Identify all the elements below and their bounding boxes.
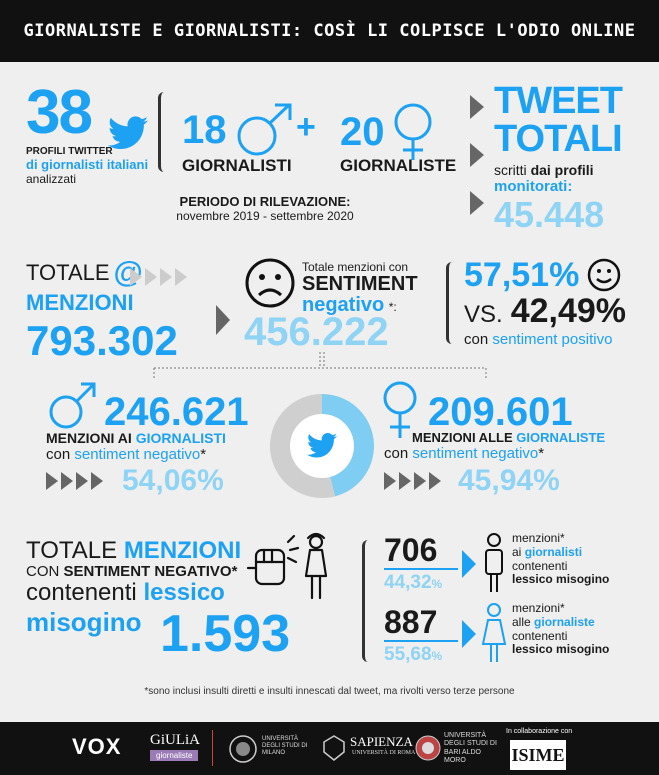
tweets-title-2: TOTALI [494, 118, 622, 160]
period-block [160, 194, 370, 223]
misogyny-female-l2a: alle [512, 614, 531, 629]
tweets-sub-1b: dai profili [530, 162, 594, 178]
male-mentions-sub-b: sentiment negativo [74, 446, 201, 463]
male-mentions-label-a: MENZIONI AI [46, 430, 132, 446]
female-mentions-percent: 45,94% [458, 464, 560, 497]
male-mentions-sub-mark: * [200, 446, 207, 463]
vs-label: VS. [464, 301, 503, 328]
negative-label-1: Totale menzioni con [302, 260, 409, 274]
male-pct-arrows [46, 472, 106, 490]
misogyny-female-block [384, 606, 458, 666]
sad-face-icon [244, 257, 296, 309]
arrow-right-icon [216, 305, 232, 335]
tweets-block [494, 82, 654, 233]
tweets-value: 45.448 [494, 194, 605, 235]
giulia-logo: GiULiA [150, 732, 200, 748]
tweets-title-1: TWEET [494, 80, 622, 122]
collab-label: In collaborazione con [506, 728, 573, 735]
smiley-icon [587, 258, 621, 292]
male-count: 18 [182, 108, 227, 152]
footer-bar [0, 722, 659, 775]
misogyny-female-count: 887 [384, 604, 438, 640]
positive-label-a: con [464, 331, 489, 348]
mentions-arrows [130, 268, 190, 286]
tweets-sub-2: monitorati: [494, 178, 573, 195]
misogyny-female-labels [512, 602, 609, 657]
donut-chart [262, 386, 382, 506]
misogyny-line4: misogino [26, 606, 142, 637]
female-count: 20 [340, 110, 385, 154]
male-symbol-icon [46, 380, 98, 432]
uniba-seal-icon [414, 734, 442, 762]
misogyny-male-l2b: giornalisti [524, 544, 583, 559]
female-label: GIORNALISTE [340, 156, 457, 175]
misogyny-female-pct: 55,68 [384, 644, 432, 665]
period-value: novembre 2019 - settembre 2020 [176, 209, 354, 223]
misogyny-male-pct-unit: % [431, 577, 443, 591]
female-mentions-sub-b: sentiment negativo [412, 445, 539, 462]
female-mentions-value: 209.601 [428, 390, 573, 434]
misogyny-line3a: contenenti [26, 579, 137, 607]
misogyny-female-l4: lessico misogino [512, 642, 610, 657]
misogyny-male-block [384, 534, 458, 594]
male-symbol-icon [233, 102, 295, 158]
mentions-label-1: TOTALE [26, 260, 110, 285]
divider-bracket [158, 92, 168, 172]
male-mentions-percent: 54,06% [122, 464, 224, 497]
mentions-label-2: MENZIONI [26, 290, 134, 315]
misogyny-male-pct: 44,32 [384, 572, 432, 593]
misogyny-line2b: SENTIMENT NEGATIVO [63, 563, 232, 581]
female-mentions-sub-mark: * [538, 445, 545, 462]
misogyny-line1b: MENZIONI [123, 537, 242, 564]
unimi-logo: UNIVERSITÀ DEGLI STUDI DI MILANO [262, 736, 308, 757]
sapienza-seal-icon [322, 734, 346, 762]
misogyny-female-l1: menzioni* [512, 601, 565, 615]
misogyny-female-l3: contenenti [512, 628, 568, 643]
negative-percent: 57,51% [464, 256, 580, 294]
female-mentions-label-b: GIORNALISTE [516, 430, 606, 445]
female-mentions-labels [384, 430, 644, 462]
arrow-chevrons-icon [470, 95, 486, 215]
misogyny-line3b: lessico [143, 579, 225, 607]
male-mentions-label-b: GIORNALISTI [135, 430, 226, 446]
misogyny-male-l3: contenenti [512, 558, 568, 573]
tweets-sub-1: scritti [494, 162, 527, 178]
divider-bracket [362, 540, 372, 662]
positive-label-b: sentiment positivo [492, 331, 613, 348]
negative-label-3: negativo [302, 294, 385, 316]
misogyny-male-l1: menzioni* [512, 531, 565, 545]
profiles-label-1: PROFILI TWITTER [26, 146, 113, 157]
negative-value: 456.222 [244, 310, 389, 354]
misogyny-value: 1.593 [160, 605, 291, 663]
arrow-right-icon [462, 620, 476, 648]
arrow-right-icon [462, 550, 476, 578]
sentiment-block [464, 258, 654, 348]
male-label: GIORNALISTI [182, 156, 292, 175]
page-title: GIORNALISTE E GIORNALISTI: COSÌ LI COLPISCE L'ODIO ONLINE [23, 21, 636, 41]
profiles-label-3: analizzati [26, 172, 77, 186]
unimi-seal-icon [228, 734, 258, 764]
mentions-value: 793.302 [26, 317, 178, 364]
misogyny-male-labels [512, 532, 609, 587]
misogyny-line2c: * [231, 563, 238, 581]
male-mentions-value: 246.621 [104, 390, 249, 434]
at-sign-icon: @ [113, 256, 143, 289]
twitter-bird-icon [108, 116, 148, 150]
period-label: PERIODO DI RILEVAZIONE: [179, 194, 351, 209]
female-pct-arrows [384, 472, 444, 490]
female-mentions-sub-a: con [384, 445, 409, 462]
sapienza-logo-sub: UNIVERSITÀ DI ROMA [352, 750, 416, 756]
misogyny-male-l4: lessico misogino [512, 572, 610, 587]
male-mentions-sub-a: con [46, 446, 71, 463]
female-mentions-label-a: MENZIONI ALLE [412, 430, 513, 445]
uniba-logo: UNIVERSITÀ DEGLI STUDI DI BARI ALDO MORO [444, 732, 497, 765]
profiles-count: 38 [26, 78, 91, 147]
vox-logo: VOX [72, 734, 122, 759]
positive-percent: 42,49% [510, 292, 627, 330]
isime-logo: ISIME [510, 740, 566, 770]
man-figure-icon [480, 532, 508, 594]
connector-lines [150, 350, 490, 380]
misogyny-line1a: TOTALE [26, 537, 118, 564]
misogyny-male-l2a: ai [512, 544, 522, 559]
negative-mark: *: [388, 300, 397, 314]
negative-block [302, 260, 418, 317]
fist-woman-icon [244, 528, 336, 602]
sapienza-logo: SAPIENZA [350, 734, 413, 749]
female-symbol-icon [391, 102, 435, 162]
male-block [182, 102, 295, 176]
profiles-label-2: di giornalisti italiani [26, 157, 149, 172]
woman-figure-icon [480, 602, 508, 664]
plus-sign: + [296, 108, 316, 146]
female-block [340, 102, 456, 176]
misogyny-female-pct-unit: % [431, 649, 443, 663]
misogyny-male-count: 706 [384, 532, 438, 568]
header-bar [0, 0, 659, 62]
negative-label-2: SENTIMENT [302, 273, 418, 295]
misogyny-female-l2b: giornaliste [534, 614, 595, 629]
giulia-logo-sub: giornaliste [150, 750, 198, 761]
divider-bracket [446, 262, 456, 344]
misogyny-line2a: CON [26, 563, 60, 581]
footnote: *sono inclusi insulti diretti e insulti innescati dal tweet, ma rivolti verso terze persone [144, 686, 515, 697]
male-mentions-labels [46, 430, 256, 463]
